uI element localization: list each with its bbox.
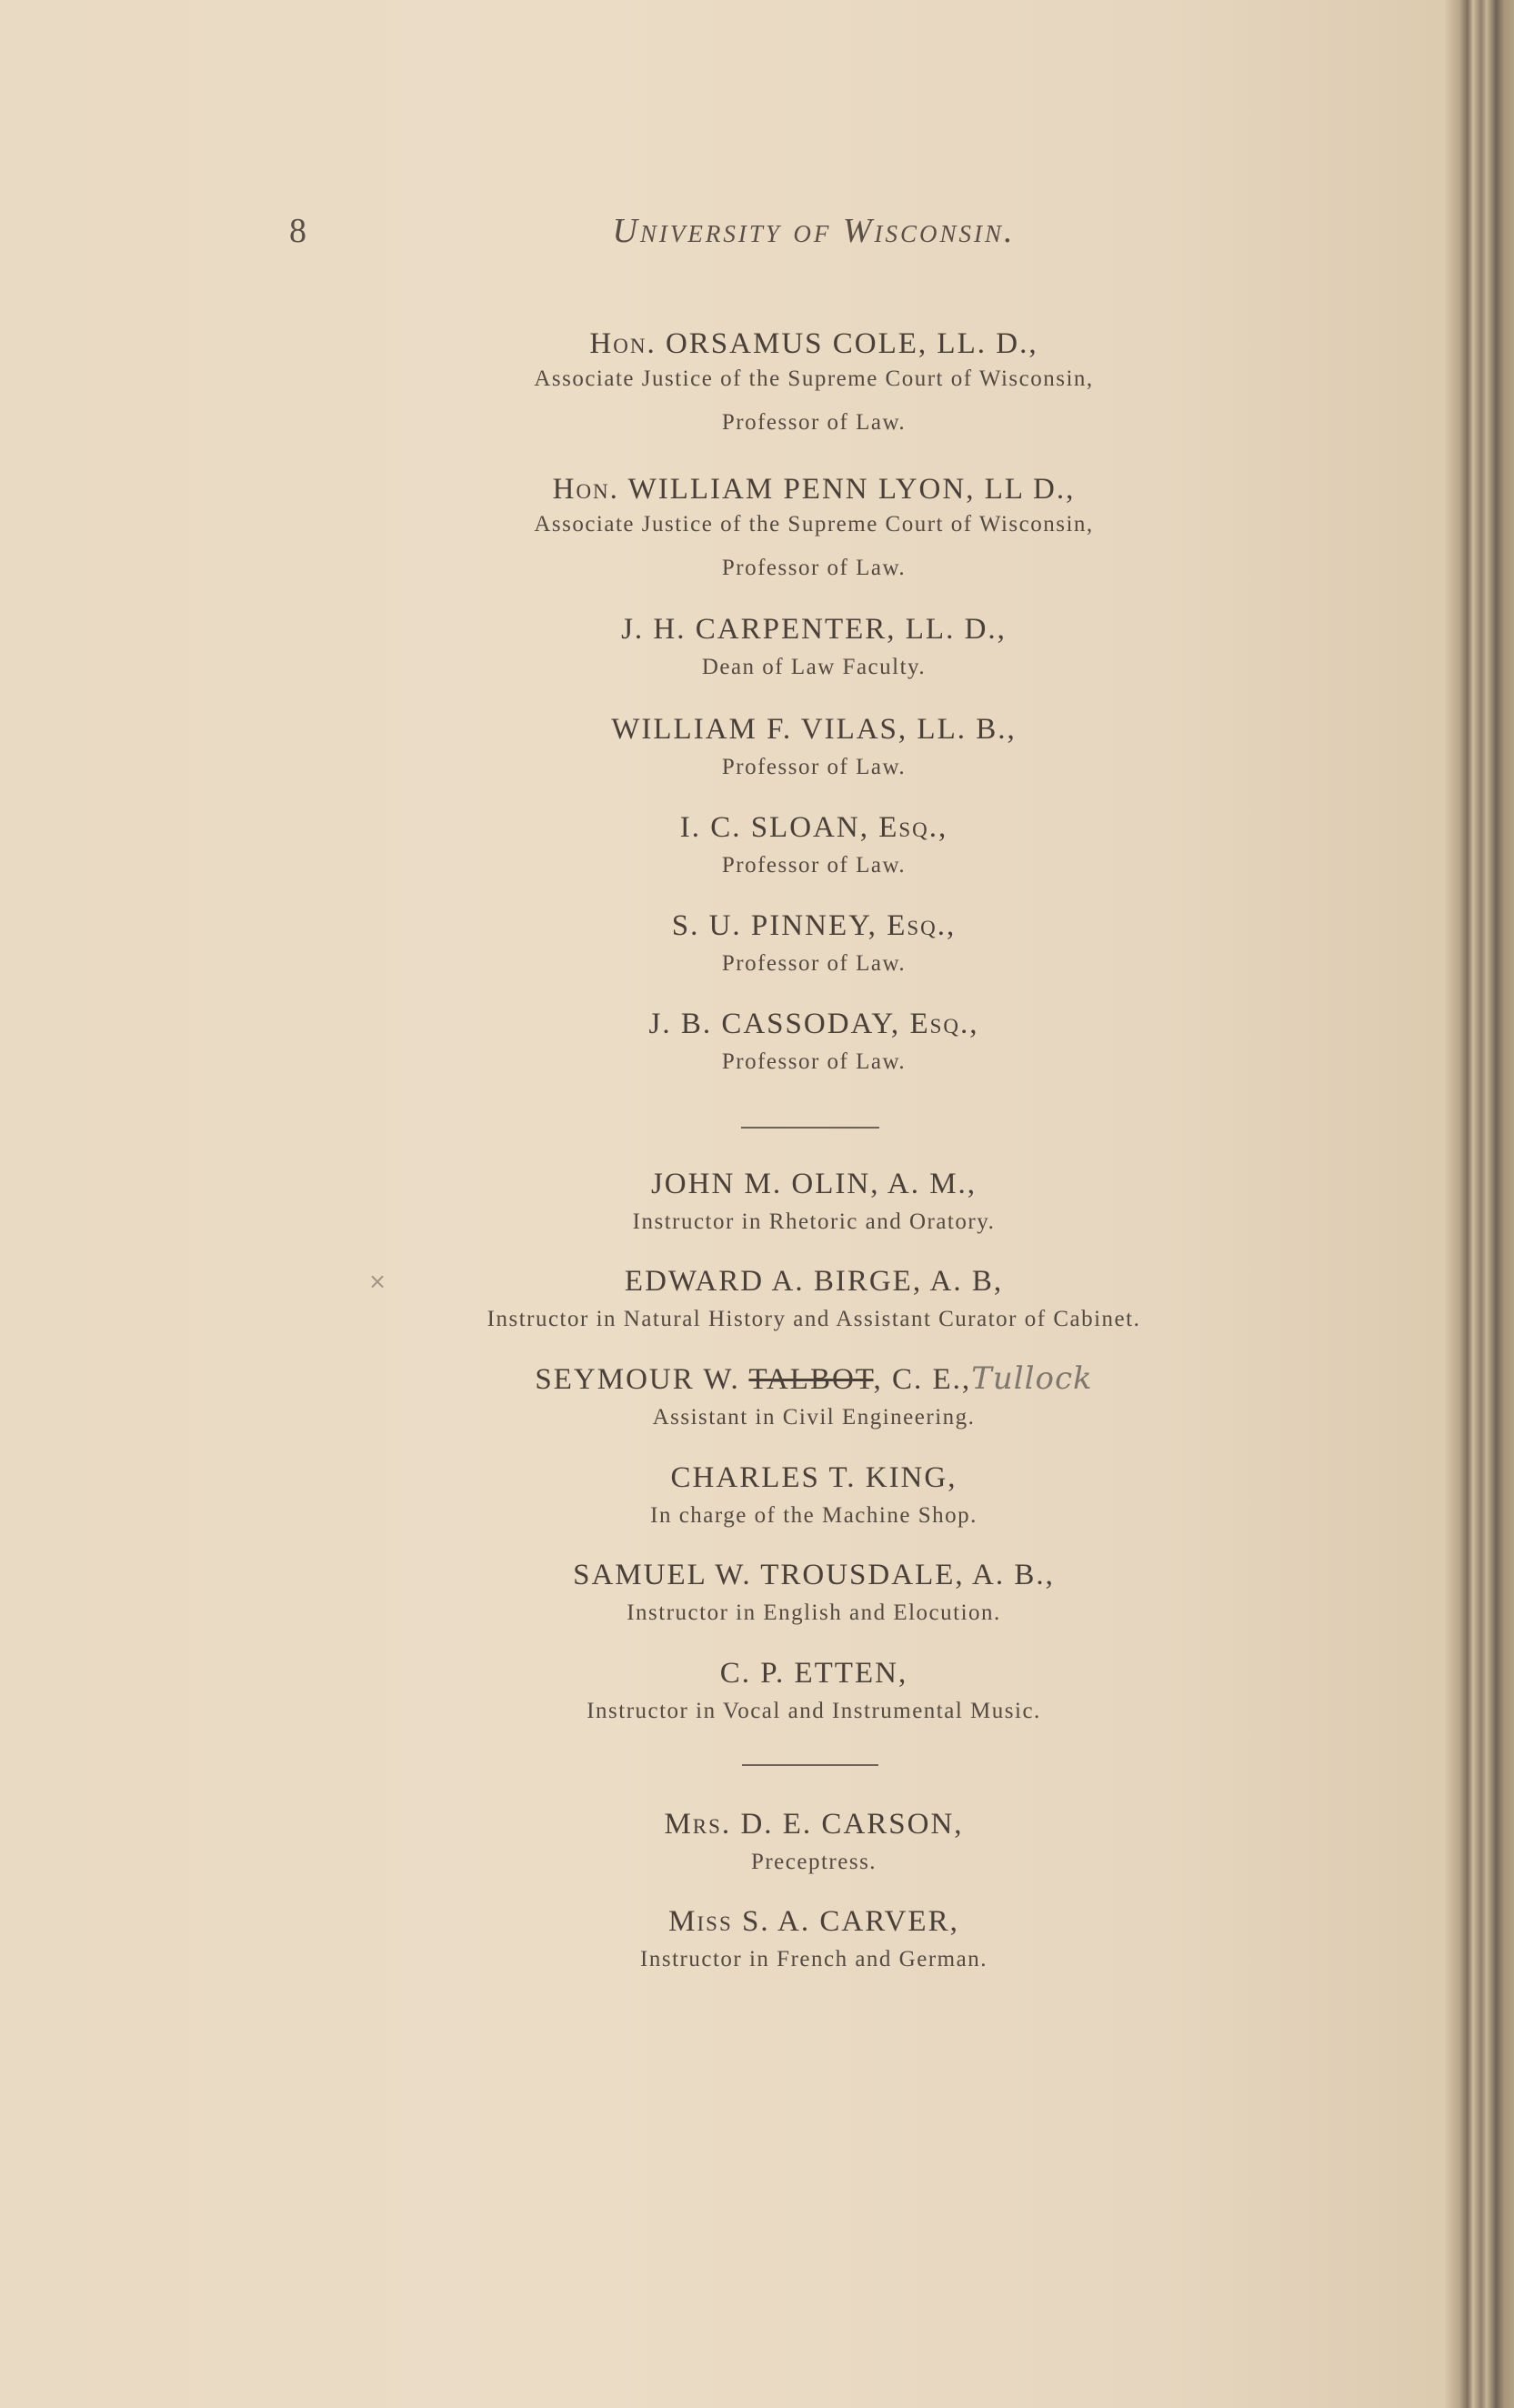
instructor-name: JOHN M. OLIN, A. M., bbox=[650, 1168, 978, 1200]
faculty-entry bbox=[0, 1006, 1514, 1082]
staff-entry bbox=[0, 1903, 1514, 1980]
struck-name: TALBOT bbox=[748, 1363, 874, 1396]
section-divider bbox=[742, 1764, 878, 1766]
instructor-name: EDWARD A. BIRGE, A. B, bbox=[624, 1265, 1004, 1298]
section-divider bbox=[741, 1127, 879, 1129]
faculty-title: Associate Justice of the Supreme Court of Wisconsin, bbox=[534, 366, 1094, 391]
faculty-name: J. H. CARPENTER, LL. D., bbox=[621, 613, 1007, 646]
faculty-title: Professor of Law. bbox=[721, 755, 907, 779]
faculty-name: J. B. CASSODAY, Esq., bbox=[648, 1008, 979, 1040]
staff-title: Preceptress. bbox=[750, 1850, 877, 1874]
instructor-title: In charge of the Machine Shop. bbox=[650, 1503, 978, 1528]
instructor-name: CHARLES T. KING, bbox=[670, 1461, 958, 1494]
pencil-mark: × bbox=[368, 1269, 387, 1294]
instructor-entry bbox=[0, 1360, 1514, 1438]
faculty-title: Professor of Law. bbox=[721, 556, 907, 580]
running-head: University of Wisconsin. bbox=[612, 212, 1016, 250]
faculty-title: Professor of Law. bbox=[721, 951, 907, 976]
staff-entry bbox=[0, 1806, 1514, 1882]
faculty-title: Professor of Law. bbox=[721, 853, 907, 878]
instructor-title: Instructor in English and Elocution. bbox=[627, 1600, 1001, 1625]
faculty-name: I. C. SLOAN, Esq., bbox=[679, 811, 948, 844]
instructor-title: Instructor in Vocal and Instrumental Music. bbox=[587, 1699, 1041, 1723]
instructor-name: SEYMOUR W. TALBOT, C. E.,Tullock bbox=[535, 1360, 1093, 1397]
instructor-entry bbox=[0, 1263, 1514, 1339]
instructor-title: Assistant in Civil Engineering. bbox=[652, 1405, 976, 1430]
faculty-entry bbox=[0, 809, 1514, 886]
instructor-entry bbox=[0, 1460, 1514, 1536]
instructor-name: SAMUEL W. TROUSDALE, A. B., bbox=[573, 1559, 1055, 1591]
faculty-entry bbox=[0, 471, 1514, 595]
faculty-entry bbox=[0, 326, 1514, 449]
faculty-entry bbox=[0, 611, 1514, 687]
instructor-entry bbox=[0, 1166, 1514, 1242]
faculty-title: Professor of Law. bbox=[721, 1049, 907, 1074]
staff-title: Instructor in French and German. bbox=[640, 1947, 988, 1972]
faculty-entry bbox=[0, 711, 1514, 788]
faculty-title: Associate Justice of the Supreme Court of Wisconsin, bbox=[534, 512, 1094, 537]
faculty-title: Dean of Law Faculty. bbox=[701, 655, 927, 679]
staff-name: Mrs. D. E. CARSON, bbox=[664, 1808, 964, 1841]
faculty-name: Hon. ORSAMUS COLE, LL. D., bbox=[589, 327, 1038, 360]
instructor-entry bbox=[0, 1557, 1514, 1633]
faculty-name: Hon. WILLIAM PENN LYON, LL D., bbox=[552, 473, 1076, 506]
faculty-entry bbox=[0, 908, 1514, 984]
instructor-name: C. P. ETTEN, bbox=[719, 1657, 908, 1690]
instructor-title: Instructor in Natural History and Assistant Curator of Cabinet. bbox=[486, 1307, 1141, 1331]
faculty-name: WILLIAM F. VILAS, LL. B., bbox=[611, 713, 1017, 746]
faculty-title: Professor of Law. bbox=[721, 410, 907, 435]
page-number: 8 bbox=[289, 212, 306, 250]
handwritten-correction: Tullock bbox=[971, 1360, 1093, 1397]
instructor-entry bbox=[0, 1655, 1514, 1731]
staff-name: Miss S. A. CARVER, bbox=[668, 1905, 959, 1938]
faculty-name: S. U. PINNEY, Esq., bbox=[671, 909, 957, 942]
instructor-title: Instructor in Rhetoric and Oratory. bbox=[632, 1209, 996, 1234]
